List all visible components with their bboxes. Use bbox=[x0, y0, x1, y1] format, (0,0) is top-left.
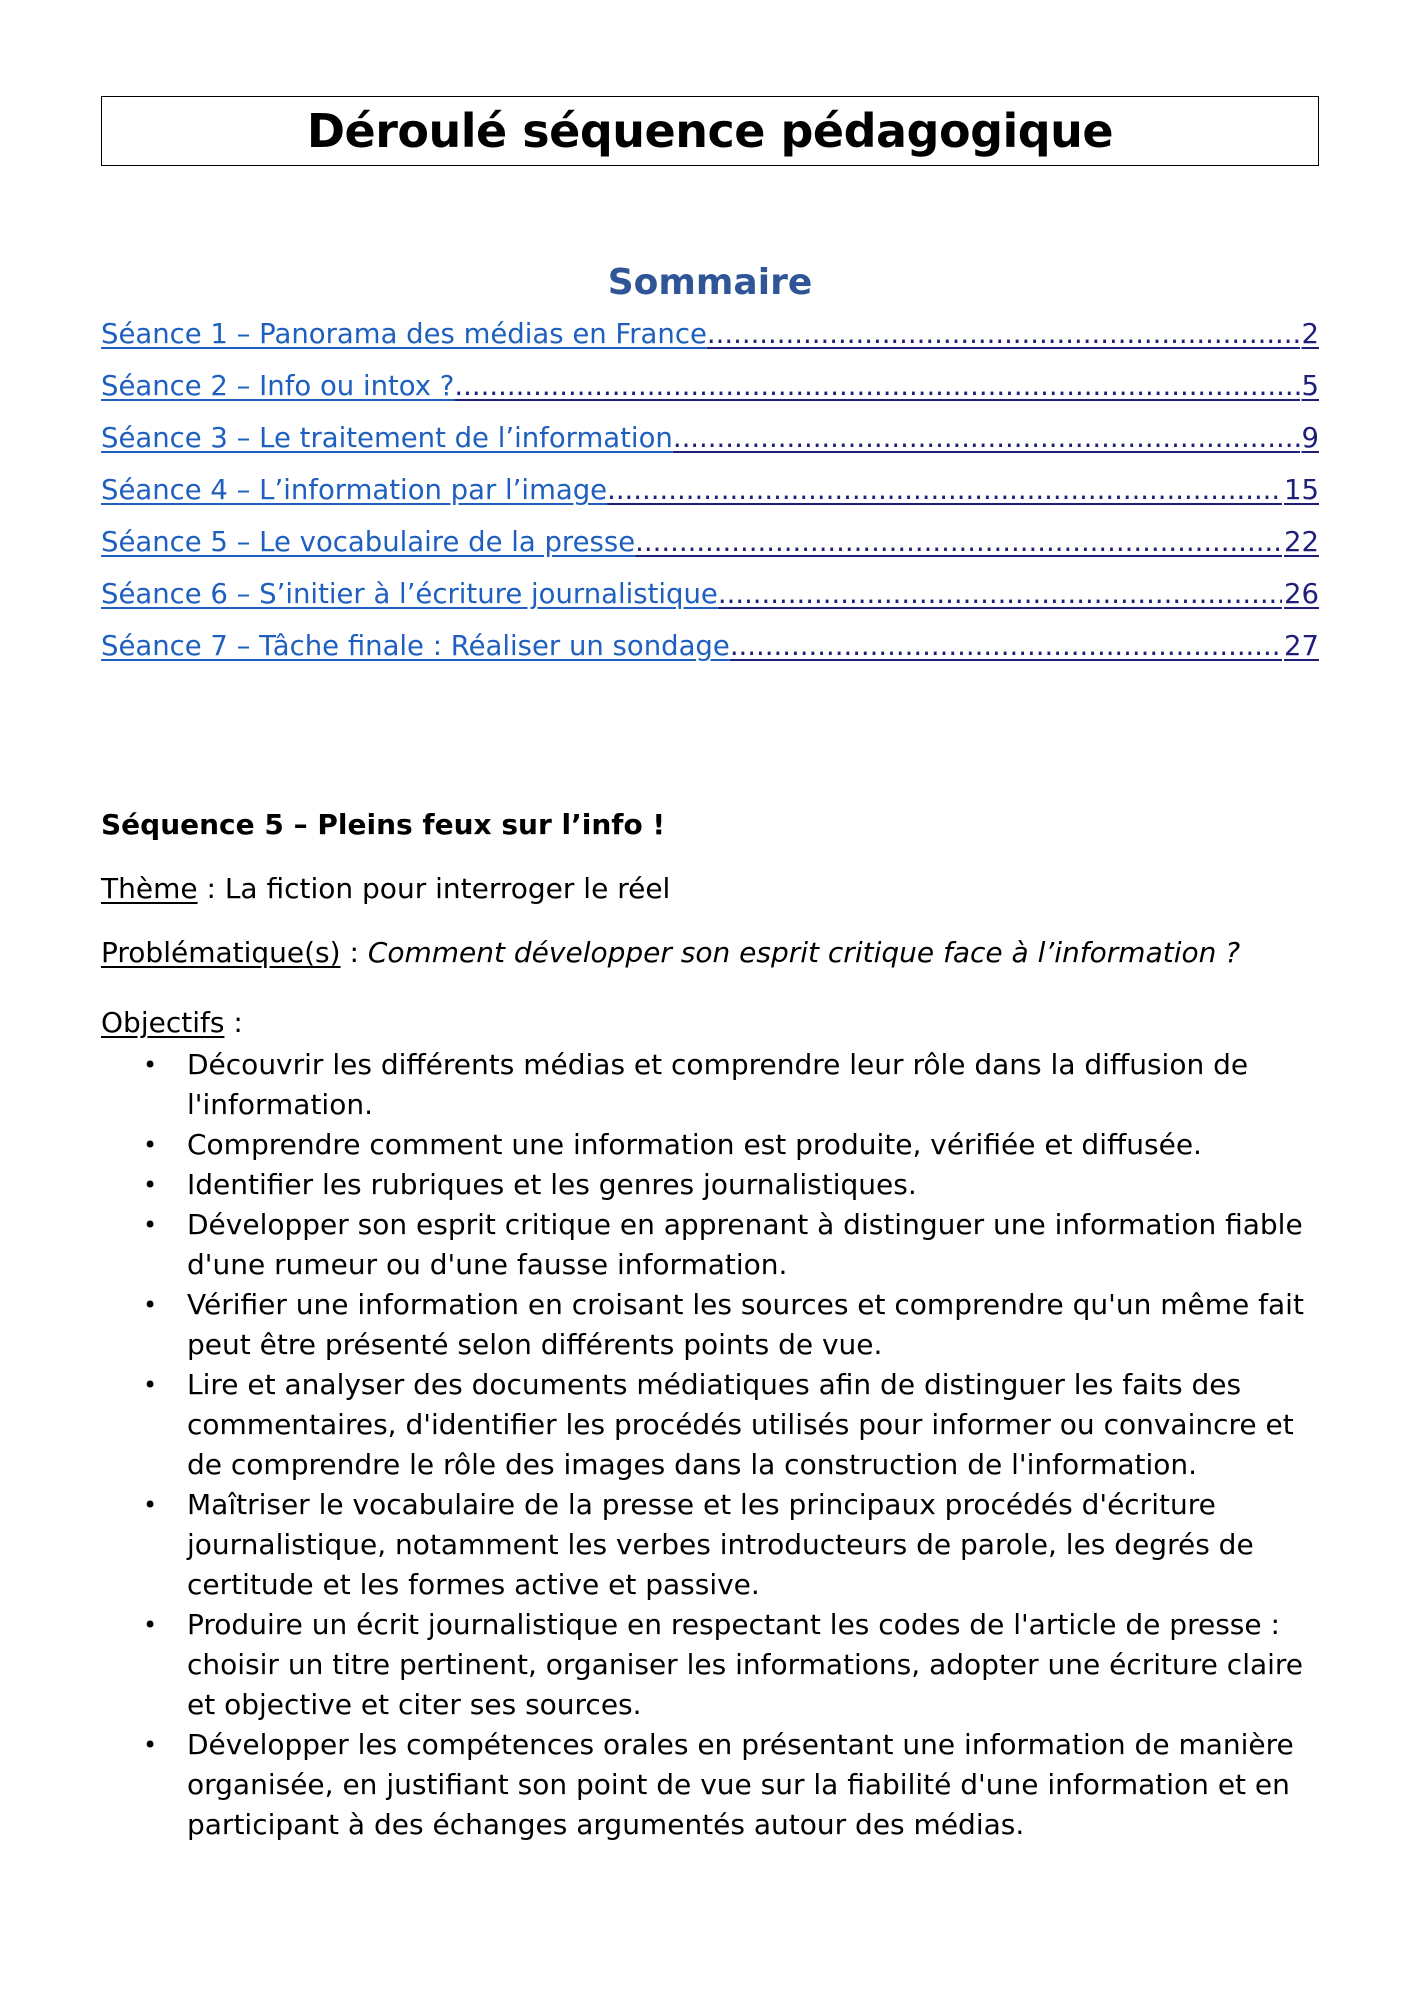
bullet-icon: • bbox=[143, 1131, 158, 1159]
bullet-icon: • bbox=[143, 1291, 158, 1319]
objective-text: Vérifier une information en croisant les sources et comprendre qu'un même fait peut être présenté selon différents points de vue. bbox=[187, 1288, 1304, 1361]
bullet-icon: • bbox=[143, 1371, 158, 1399]
objective-item bbox=[101, 1205, 1331, 1285]
toc-entry-page[interactable]: 27 bbox=[1284, 630, 1319, 662]
toc-leader-dots bbox=[673, 422, 1300, 454]
toc-entry-label[interactable]: Séance 4 – L’information par l’image bbox=[101, 474, 608, 506]
title-box bbox=[101, 96, 1319, 166]
problematique-separator: : bbox=[340, 936, 368, 969]
objective-text: Produire un écrit journalistique en respectant les codes de l'article de presse : choisir un titre pertinent, organiser les informations, adopter une écriture claire et objective et citer ses sources. bbox=[187, 1608, 1304, 1721]
objective-item bbox=[101, 1725, 1331, 1845]
bullet-icon: • bbox=[143, 1171, 158, 1199]
toc-entry-label[interactable]: Séance 6 – S’initier à l’écriture journalistique bbox=[101, 578, 718, 610]
toc-entry[interactable] bbox=[101, 318, 1319, 370]
toc-entry[interactable] bbox=[101, 370, 1319, 422]
toc-entry-page[interactable]: 15 bbox=[1284, 474, 1319, 506]
toc-entry[interactable] bbox=[101, 474, 1319, 526]
objectifs-label: Objectifs bbox=[101, 1006, 225, 1039]
objective-item bbox=[101, 1485, 1331, 1605]
toc-leader-dots bbox=[707, 318, 1300, 350]
toc-entry-page[interactable]: 5 bbox=[1301, 370, 1319, 402]
toc-leader-dots bbox=[730, 630, 1282, 662]
document-title: Déroulé séquence pédagogique bbox=[306, 104, 1114, 158]
toc-leader-dots bbox=[607, 474, 1282, 506]
objective-item bbox=[101, 1365, 1331, 1485]
toc-entry-page[interactable]: 22 bbox=[1284, 526, 1319, 558]
objective-text: Comprendre comment une information est produite, vérifiée et diffusée. bbox=[187, 1128, 1202, 1161]
problematique-line bbox=[101, 936, 1240, 969]
objective-item bbox=[101, 1045, 1331, 1125]
toc-entry-label[interactable]: Séance 1 – Panorama des médias en France bbox=[101, 318, 707, 350]
toc-heading: Sommaire bbox=[607, 262, 813, 303]
objective-text: Développer son esprit critique en apprenant à distinguer une information fiable d'une rumeur ou d'une fausse information. bbox=[187, 1208, 1303, 1281]
toc-leader-dots bbox=[718, 578, 1282, 610]
toc-entry-page[interactable]: 2 bbox=[1301, 318, 1319, 350]
toc-entry[interactable] bbox=[101, 526, 1319, 578]
objectifs-separator: : bbox=[224, 1006, 243, 1039]
toc-entry[interactable] bbox=[101, 630, 1319, 682]
objective-item bbox=[101, 1285, 1331, 1365]
toc-entry-label[interactable]: Séance 3 – Le traitement de l’information bbox=[101, 422, 673, 454]
theme-label: Thème bbox=[101, 872, 198, 905]
objective-text: Lire et analyser des documents médiatiques afin de distinguer les faits des commentaires, d'identifier les procédés utilisés pour informer ou convaincre et de comprendre le rôle des images dans la construction de l'information. bbox=[187, 1368, 1294, 1481]
toc-entry-page[interactable]: 26 bbox=[1284, 578, 1319, 610]
bullet-icon: • bbox=[143, 1731, 158, 1759]
theme-value: : La fiction pour interroger le réel bbox=[197, 872, 671, 905]
toc-leader-dots bbox=[454, 370, 1299, 402]
objectifs-line bbox=[101, 1006, 243, 1039]
theme-line bbox=[101, 872, 670, 905]
sequence-title: Séquence 5 – Pleins feux sur l’info ! bbox=[101, 808, 666, 841]
toc-entry[interactable] bbox=[101, 578, 1319, 630]
objective-text: Développer les compétences orales en présentant une information de manière organisée, en justifiant son point de vue sur la fiabilité d'une information et en participant à des échanges argumentés autour des médias. bbox=[187, 1728, 1294, 1841]
problematique-label: Problématique(s) bbox=[101, 936, 341, 969]
toc-entry[interactable] bbox=[101, 422, 1319, 474]
objective-item bbox=[101, 1605, 1331, 1725]
objective-item bbox=[101, 1165, 1331, 1205]
objective-text: Maîtriser le vocabulaire de la presse et les principaux procédés d'écriture journalistique, notamment les verbes introducteurs de parole, les degrés de certitude et les formes active et passive. bbox=[187, 1488, 1254, 1601]
table-of-contents bbox=[101, 318, 1319, 682]
toc-entry-label[interactable]: Séance 5 – Le vocabulaire de la presse bbox=[101, 526, 636, 558]
objective-item bbox=[101, 1125, 1331, 1165]
objectives-list bbox=[101, 1045, 1331, 1845]
toc-entry-page[interactable]: 9 bbox=[1301, 422, 1319, 454]
bullet-icon: • bbox=[143, 1211, 158, 1239]
objective-text: Découvrir les différents médias et comprendre leur rôle dans la diffusion de l'information. bbox=[187, 1048, 1249, 1121]
bullet-icon: • bbox=[143, 1051, 158, 1079]
bullet-icon: • bbox=[143, 1491, 158, 1519]
problematique-value: Comment développer son esprit critique face à l’information ? bbox=[367, 936, 1241, 969]
objective-text: Identifier les rubriques et les genres journalistiques. bbox=[187, 1168, 917, 1201]
bullet-icon: • bbox=[143, 1611, 158, 1639]
toc-entry-label[interactable]: Séance 2 – Info ou intox ? bbox=[101, 370, 455, 402]
toc-entry-label[interactable]: Séance 7 – Tâche finale : Réaliser un sondage bbox=[101, 630, 730, 662]
toc-leader-dots bbox=[635, 526, 1282, 558]
